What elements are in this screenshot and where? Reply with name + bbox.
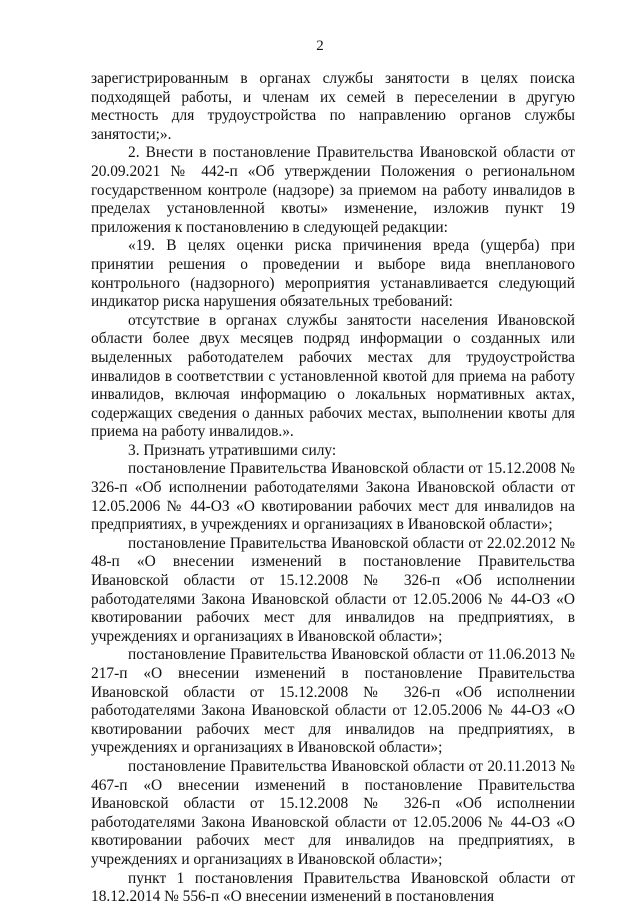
paragraph-repealed-556p: пункт 1 постановления Правительства Ивановской области от 18.12.2014 № 556-п «О внесении изменений в постановления [91,869,575,906]
paragraph-item-3: 3. Признать утратившими силу: [128,441,337,459]
paragraph-repealed-48p: постановление Правительства Ивановской области от 22.02.2012 № 48-п «О внесении изменений в постановление Правительства Ивановской области от 15.12.2008 № 326-п «Об исполнении работодателями Закона Ивановской области от 12.05.2006 № 44-ОЗ «О квотировании рабочих мест для инвалидов на предприятиях, в учреждениях и организациях в Ивановской области»; [91,534,575,645]
paragraph-repealed-467p: постановление Правительства Ивановской области от 20.11.2013 № 467-п «О внесении изменений в постановление Правительства Ивановской области от 15.12.2008 № 326-п «Об исполнении работодателями Закона Ивановской области от 12.05.2006 № 44-ОЗ «О квотировании рабочих мест для инвалидов на предприятиях, в учреждениях и организациях в Ивановской области»; [91,757,575,868]
document-body [91,70,575,907]
paragraph-continuation: зарегистрированным в органах службы занятости в целях поиска подходящей работы, и членам их семей в переселении в другую местность для трудоустройства по направлению органов службы занятости;». [91,70,575,143]
paragraph-quote-item-19: «19. В целях оценки риска причинения вреда (ущерба) при принятии решения о проведении и выборе вида внепланового контрольного (надзорного) мероприятия устанавливается следующий индикатор риска нарушения обязательных требований: [91,237,575,311]
paragraph-repealed-217p: постановление Правительства Ивановской области от 11.06.2013 № 217-п «О внесении изменений в постановление Правительства Ивановской области от 15.12.2008 № 326-п «Об исполнении работодателями Закона Ивановской области от 12.05.2006 № 44-ОЗ «О квотировании рабочих мест для инвалидов на предприятиях, в учреждениях и организациях в Ивановской области»; [91,646,575,757]
paragraph-item-2: 2. Внести в постановление Правительства Ивановской области от 20.09.2021 № 442-п «Об утверждении Положения о региональном государственном контроле (надзоре) за приемом на работу инвалидов в пределах установленной квоты» изменение, изложив пункт 19 приложения к постановлению в следующей редакции: [91,144,575,236]
paragraph-repealed-326p: постановление Правительства Ивановской области от 15.12.2008 № 326-п «Об исполнении работодателями Закона Ивановской области от 12.05.2006 № 44-ОЗ «О квотировании рабочих мест для инвалидов на предприятиях, в учреждениях и организациях в Ивановской области»; [91,460,575,534]
page-number: 2 [316,38,324,54]
paragraph-risk-indicator: отсутствие в органах службы занятости населения Ивановской области более двух месяцев подряд информации о созданных или выделенных работодателем рабочих местах для трудоустройства инвалидов в соответствии с установленной квотой для приема на работу инвалидов, включая информацию о локальных нормативных актах, содержащих сведения о данных рабочих местах, выполнении квоты для приема на работу инвалидов.». [91,311,575,441]
